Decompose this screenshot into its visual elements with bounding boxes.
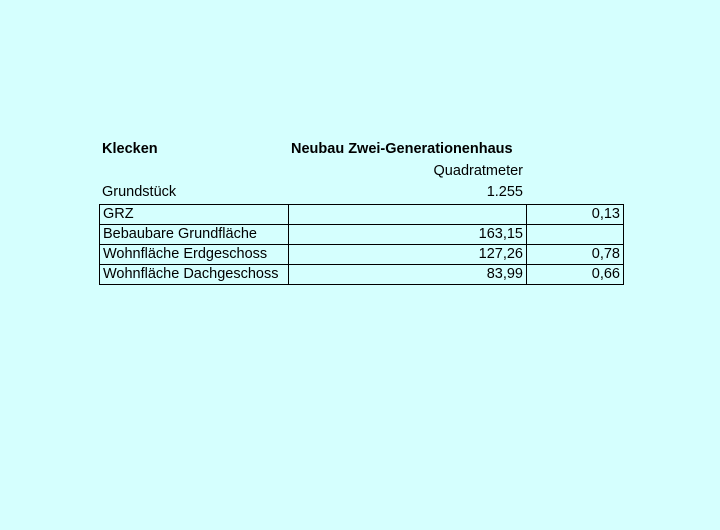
ratio-value-cell[interactable]: 0,78 xyxy=(527,244,624,264)
unit-row xyxy=(99,161,623,183)
plot-value-cell[interactable]: 1.255 xyxy=(486,184,523,200)
area-table xyxy=(99,204,624,285)
plot-row xyxy=(99,182,623,204)
row-label-cell[interactable]: Wohnfläche Erdgeschoss xyxy=(100,244,289,264)
plot-label-cell[interactable]: Grundstück xyxy=(102,184,177,200)
area-value-cell[interactable] xyxy=(289,204,527,224)
table-row xyxy=(100,204,624,224)
row-label-cell[interactable]: GRZ xyxy=(100,204,289,224)
spreadsheet-area xyxy=(99,139,623,282)
unit-label-cell[interactable]: Quadratmeter xyxy=(433,162,523,179)
area-value-cell[interactable]: 83,99 xyxy=(289,264,527,284)
location-cell[interactable]: Klecken xyxy=(102,141,158,157)
ratio-value-cell[interactable]: 0,13 xyxy=(527,204,624,224)
ratio-value-cell[interactable] xyxy=(527,224,624,244)
project-title-cell[interactable]: Neubau Zwei-Generationenhaus xyxy=(291,141,513,157)
row-label-cell[interactable]: Bebaubare Grundfläche xyxy=(100,224,289,244)
ratio-value-cell[interactable]: 0,66 xyxy=(527,264,624,284)
row-label-cell[interactable]: Wohnfläche Dachgeschoss xyxy=(100,264,289,284)
area-value-cell[interactable]: 163,15 xyxy=(289,224,527,244)
header-row xyxy=(99,139,623,161)
area-value-cell[interactable]: 127,26 xyxy=(289,244,527,264)
table-row xyxy=(100,224,624,244)
table-row xyxy=(100,244,624,264)
table-row xyxy=(100,264,624,284)
